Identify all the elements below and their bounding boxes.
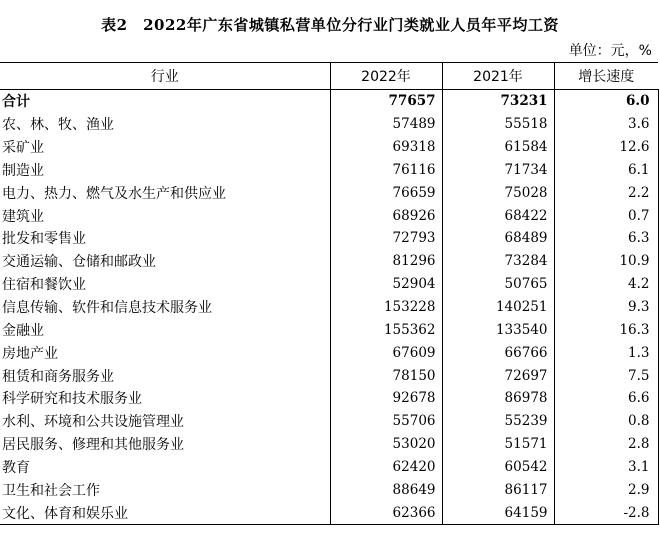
growth-cell: 3.6 <box>554 113 658 136</box>
table-row <box>0 501 658 524</box>
wage-2021-cell: 73231 <box>442 90 554 113</box>
growth-cell: 3.1 <box>554 456 658 479</box>
wage-2022-cell: 81296 <box>330 250 442 273</box>
growth-cell: 2.2 <box>554 181 658 204</box>
wage-2021-cell: 51571 <box>442 433 554 456</box>
table-row <box>0 341 658 364</box>
table-row <box>0 136 658 159</box>
wage-2021-cell: 71734 <box>442 159 554 182</box>
growth-cell: 6.6 <box>554 387 658 410</box>
header-industry: 行业 <box>0 63 330 90</box>
table-row <box>0 364 658 387</box>
table-row <box>0 456 658 479</box>
table-row <box>0 433 658 456</box>
wage-2022-cell: 57489 <box>330 113 442 136</box>
industry-cell: 制造业 <box>0 159 330 182</box>
header-2022: 2022年 <box>330 63 442 90</box>
table-row <box>0 318 658 341</box>
header-growth: 增长速度 <box>554 63 658 90</box>
wage-2021-cell: 73284 <box>442 250 554 273</box>
table-row <box>0 250 658 273</box>
wage-2021-cell: 75028 <box>442 181 554 204</box>
wage-2021-cell: 61584 <box>442 136 554 159</box>
wage-2021-cell: 133540 <box>442 318 554 341</box>
industry-cell: 租赁和商务服务业 <box>0 364 330 387</box>
wage-2022-cell: 53020 <box>330 433 442 456</box>
wage-2021-cell: 68422 <box>442 204 554 227</box>
table-row <box>0 387 658 410</box>
wage-2021-cell: 64159 <box>442 501 554 524</box>
header-2021: 2021年 <box>442 63 554 90</box>
wage-2022-cell: 62420 <box>330 456 442 479</box>
wage-2022-cell: 52904 <box>330 273 442 296</box>
industry-cell: 水利、环境和公共设施管理业 <box>0 410 330 433</box>
wage-2021-cell: 50765 <box>442 273 554 296</box>
table-row <box>0 296 658 319</box>
industry-cell: 房地产业 <box>0 341 330 364</box>
table-row <box>0 204 658 227</box>
industry-cell: 卫生和社会工作 <box>0 478 330 501</box>
wage-2021-cell: 86978 <box>442 387 554 410</box>
growth-cell: 2.9 <box>554 478 658 501</box>
industry-cell: 居民服务、修理和其他服务业 <box>0 433 330 456</box>
industry-cell: 信息传输、软件和信息技术服务业 <box>0 296 330 319</box>
growth-cell: 4.2 <box>554 273 658 296</box>
table-row <box>0 273 658 296</box>
wage-2022-cell: 76116 <box>330 159 442 182</box>
wage-2021-cell: 66766 <box>442 341 554 364</box>
growth-cell: 6.1 <box>554 159 658 182</box>
industry-cell: 交通运输、仓储和邮政业 <box>0 250 330 273</box>
wage-2021-cell: 86117 <box>442 478 554 501</box>
wage-2022-cell: 78150 <box>330 364 442 387</box>
industry-cell: 电力、热力、燃气及水生产和供应业 <box>0 181 330 204</box>
industry-cell: 农、林、牧、渔业 <box>0 113 330 136</box>
industry-cell: 建筑业 <box>0 204 330 227</box>
table-body <box>0 90 658 525</box>
table-row <box>0 410 658 433</box>
growth-cell: 16.3 <box>554 318 658 341</box>
wage-2022-cell: 155362 <box>330 318 442 341</box>
wage-2021-cell: 68489 <box>442 227 554 250</box>
growth-cell: 9.3 <box>554 296 658 319</box>
growth-cell: 7.5 <box>554 364 658 387</box>
wage-2022-cell: 92678 <box>330 387 442 410</box>
industry-cell: 采矿业 <box>0 136 330 159</box>
wage-2021-cell: 72697 <box>442 364 554 387</box>
wage-2022-cell: 62366 <box>330 501 442 524</box>
table-row <box>0 478 658 501</box>
industry-cell: 文化、体育和娱乐业 <box>0 501 330 524</box>
wage-2021-cell: 55518 <box>442 113 554 136</box>
wage-2022-cell: 88649 <box>330 478 442 501</box>
growth-cell: 0.8 <box>554 410 658 433</box>
table-row <box>0 159 658 182</box>
industry-cell: 合计 <box>0 90 330 113</box>
industry-cell: 批发和零售业 <box>0 227 330 250</box>
industry-cell: 教育 <box>0 456 330 479</box>
wage-table <box>0 62 659 525</box>
header-row <box>0 63 658 90</box>
wage-2021-cell: 60542 <box>442 456 554 479</box>
wage-2021-cell: 140251 <box>442 296 554 319</box>
table-row <box>0 113 658 136</box>
growth-cell: 2.8 <box>554 433 658 456</box>
unit-label: 单位：元，% <box>568 43 652 59</box>
industry-cell: 住宿和餐饮业 <box>0 273 330 296</box>
growth-cell: 10.9 <box>554 250 658 273</box>
table-title: 表2 2022年广东省城镇私营单位分行业门类就业人员年平均工资 <box>101 16 559 34</box>
wage-2022-cell: 67609 <box>330 341 442 364</box>
wage-2022-cell: 76659 <box>330 181 442 204</box>
growth-cell: -2.8 <box>554 501 658 524</box>
table-row <box>0 181 658 204</box>
wage-2022-cell: 153228 <box>330 296 442 319</box>
industry-cell: 金融业 <box>0 318 330 341</box>
wage-2022-cell: 77657 <box>330 90 442 113</box>
wage-2022-cell: 69318 <box>330 136 442 159</box>
growth-cell: 1.3 <box>554 341 658 364</box>
wage-2022-cell: 55706 <box>330 410 442 433</box>
total-row <box>0 90 658 113</box>
growth-cell: 12.6 <box>554 136 658 159</box>
industry-cell: 科学研究和技术服务业 <box>0 387 330 410</box>
growth-cell: 0.7 <box>554 204 658 227</box>
wage-2021-cell: 55239 <box>442 410 554 433</box>
growth-cell: 6.0 <box>554 90 658 113</box>
growth-cell: 6.3 <box>554 227 658 250</box>
wage-2022-cell: 68926 <box>330 204 442 227</box>
table-row <box>0 227 658 250</box>
wage-2022-cell: 72793 <box>330 227 442 250</box>
